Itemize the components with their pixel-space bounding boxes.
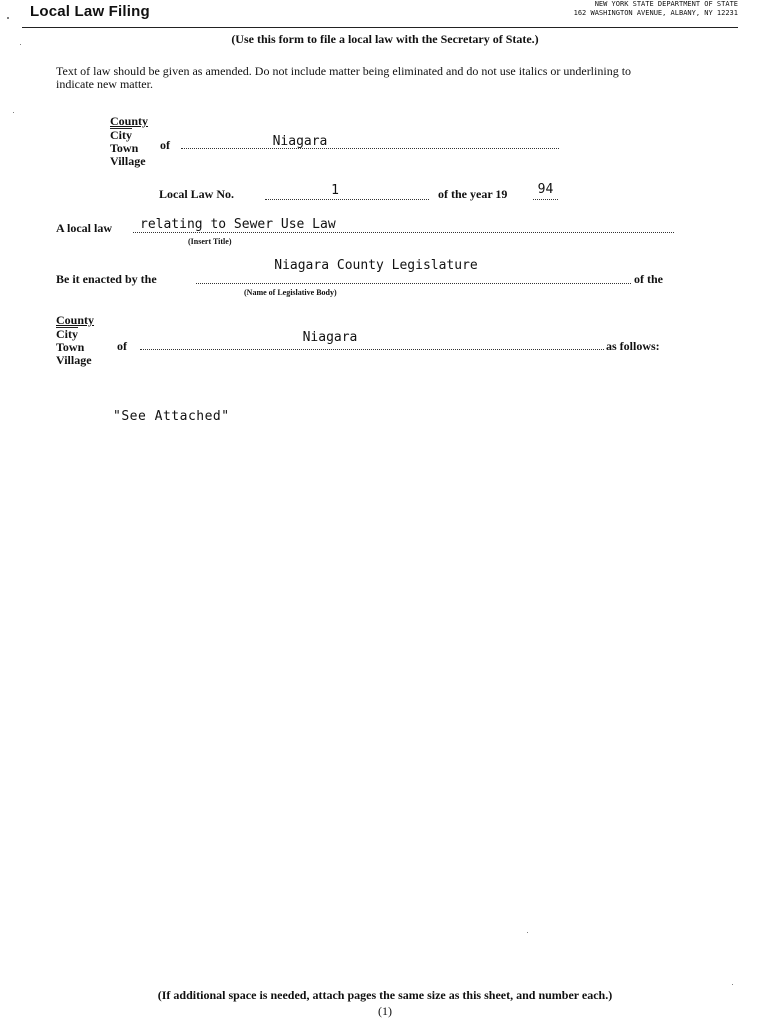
municipality-type-list-2 [56,314,94,367]
legislative-body-field[interactable] [196,283,631,284]
scan-speck [732,984,733,985]
local-law-no-label: Local Law No. [159,187,234,201]
additional-space-note: (If additional space is needed, attach pages the same size as this sheet, and number each.) [157,988,613,1002]
scan-speck [527,932,528,933]
municipality-type-village-2: Village [56,353,92,367]
form-subtitle: (Use this form to file a local law with the Secretary of State.) [231,32,539,46]
local-law-label: A local law [56,221,112,235]
municipality-name-value: Niagara [272,134,328,149]
year-label: of the year 19 [438,187,508,201]
instructions-text: Text of law should be given as amended. Do not include matter being eliminated and do not use italics or underlining to indicate new matter. [56,64,632,91]
municipality-type-town: Town [110,141,139,155]
of-the-label: of the [634,272,663,286]
municipality-type-town-2: Town [56,340,85,354]
form-title: Local Law Filing [30,3,150,20]
legislative-body-value: Niagara County Legislature [274,258,478,273]
scan-speck [20,44,21,45]
agency-name: NEW YORK STATE DEPARTMENT OF STATE [594,0,738,8]
header-rule [22,27,738,28]
agency-address [574,0,738,18]
scan-speck [7,17,9,19]
municipality-name-value-2: Niagara [302,330,358,345]
as-follows-label: as follows: [606,339,660,353]
municipality-type-county: County [110,114,149,128]
municipality-type-county-2: County [56,313,95,327]
municipality-name-field-2[interactable] [140,349,604,350]
agency-street: 162 WASHINGTON AVENUE, ALBANY, NY 12231 [573,9,738,17]
year-value: 94 [537,182,554,197]
law-body-text: "See Attached" [113,409,230,424]
municipality-type-village: Village [110,154,146,168]
legislative-body-caption: (Name of Legislative Body) [244,288,337,297]
page-number: (1) [378,1004,392,1018]
municipality-type-city: City [110,128,132,142]
local-law-no-value: 1 [331,183,339,198]
year-field[interactable] [533,199,558,200]
municipality-type-list [110,115,148,168]
law-title-value: relating to Sewer Use Law [140,217,336,232]
enacted-label: Be it enacted by the [56,272,157,286]
local-law-no-field[interactable] [265,199,429,200]
law-title-field[interactable] [133,232,674,233]
insert-title-caption: (Insert Title) [188,237,232,246]
scan-speck [13,112,14,113]
of-label-2: of [117,339,127,353]
municipality-type-city-2: City [56,327,78,341]
of-label: of [160,138,170,152]
